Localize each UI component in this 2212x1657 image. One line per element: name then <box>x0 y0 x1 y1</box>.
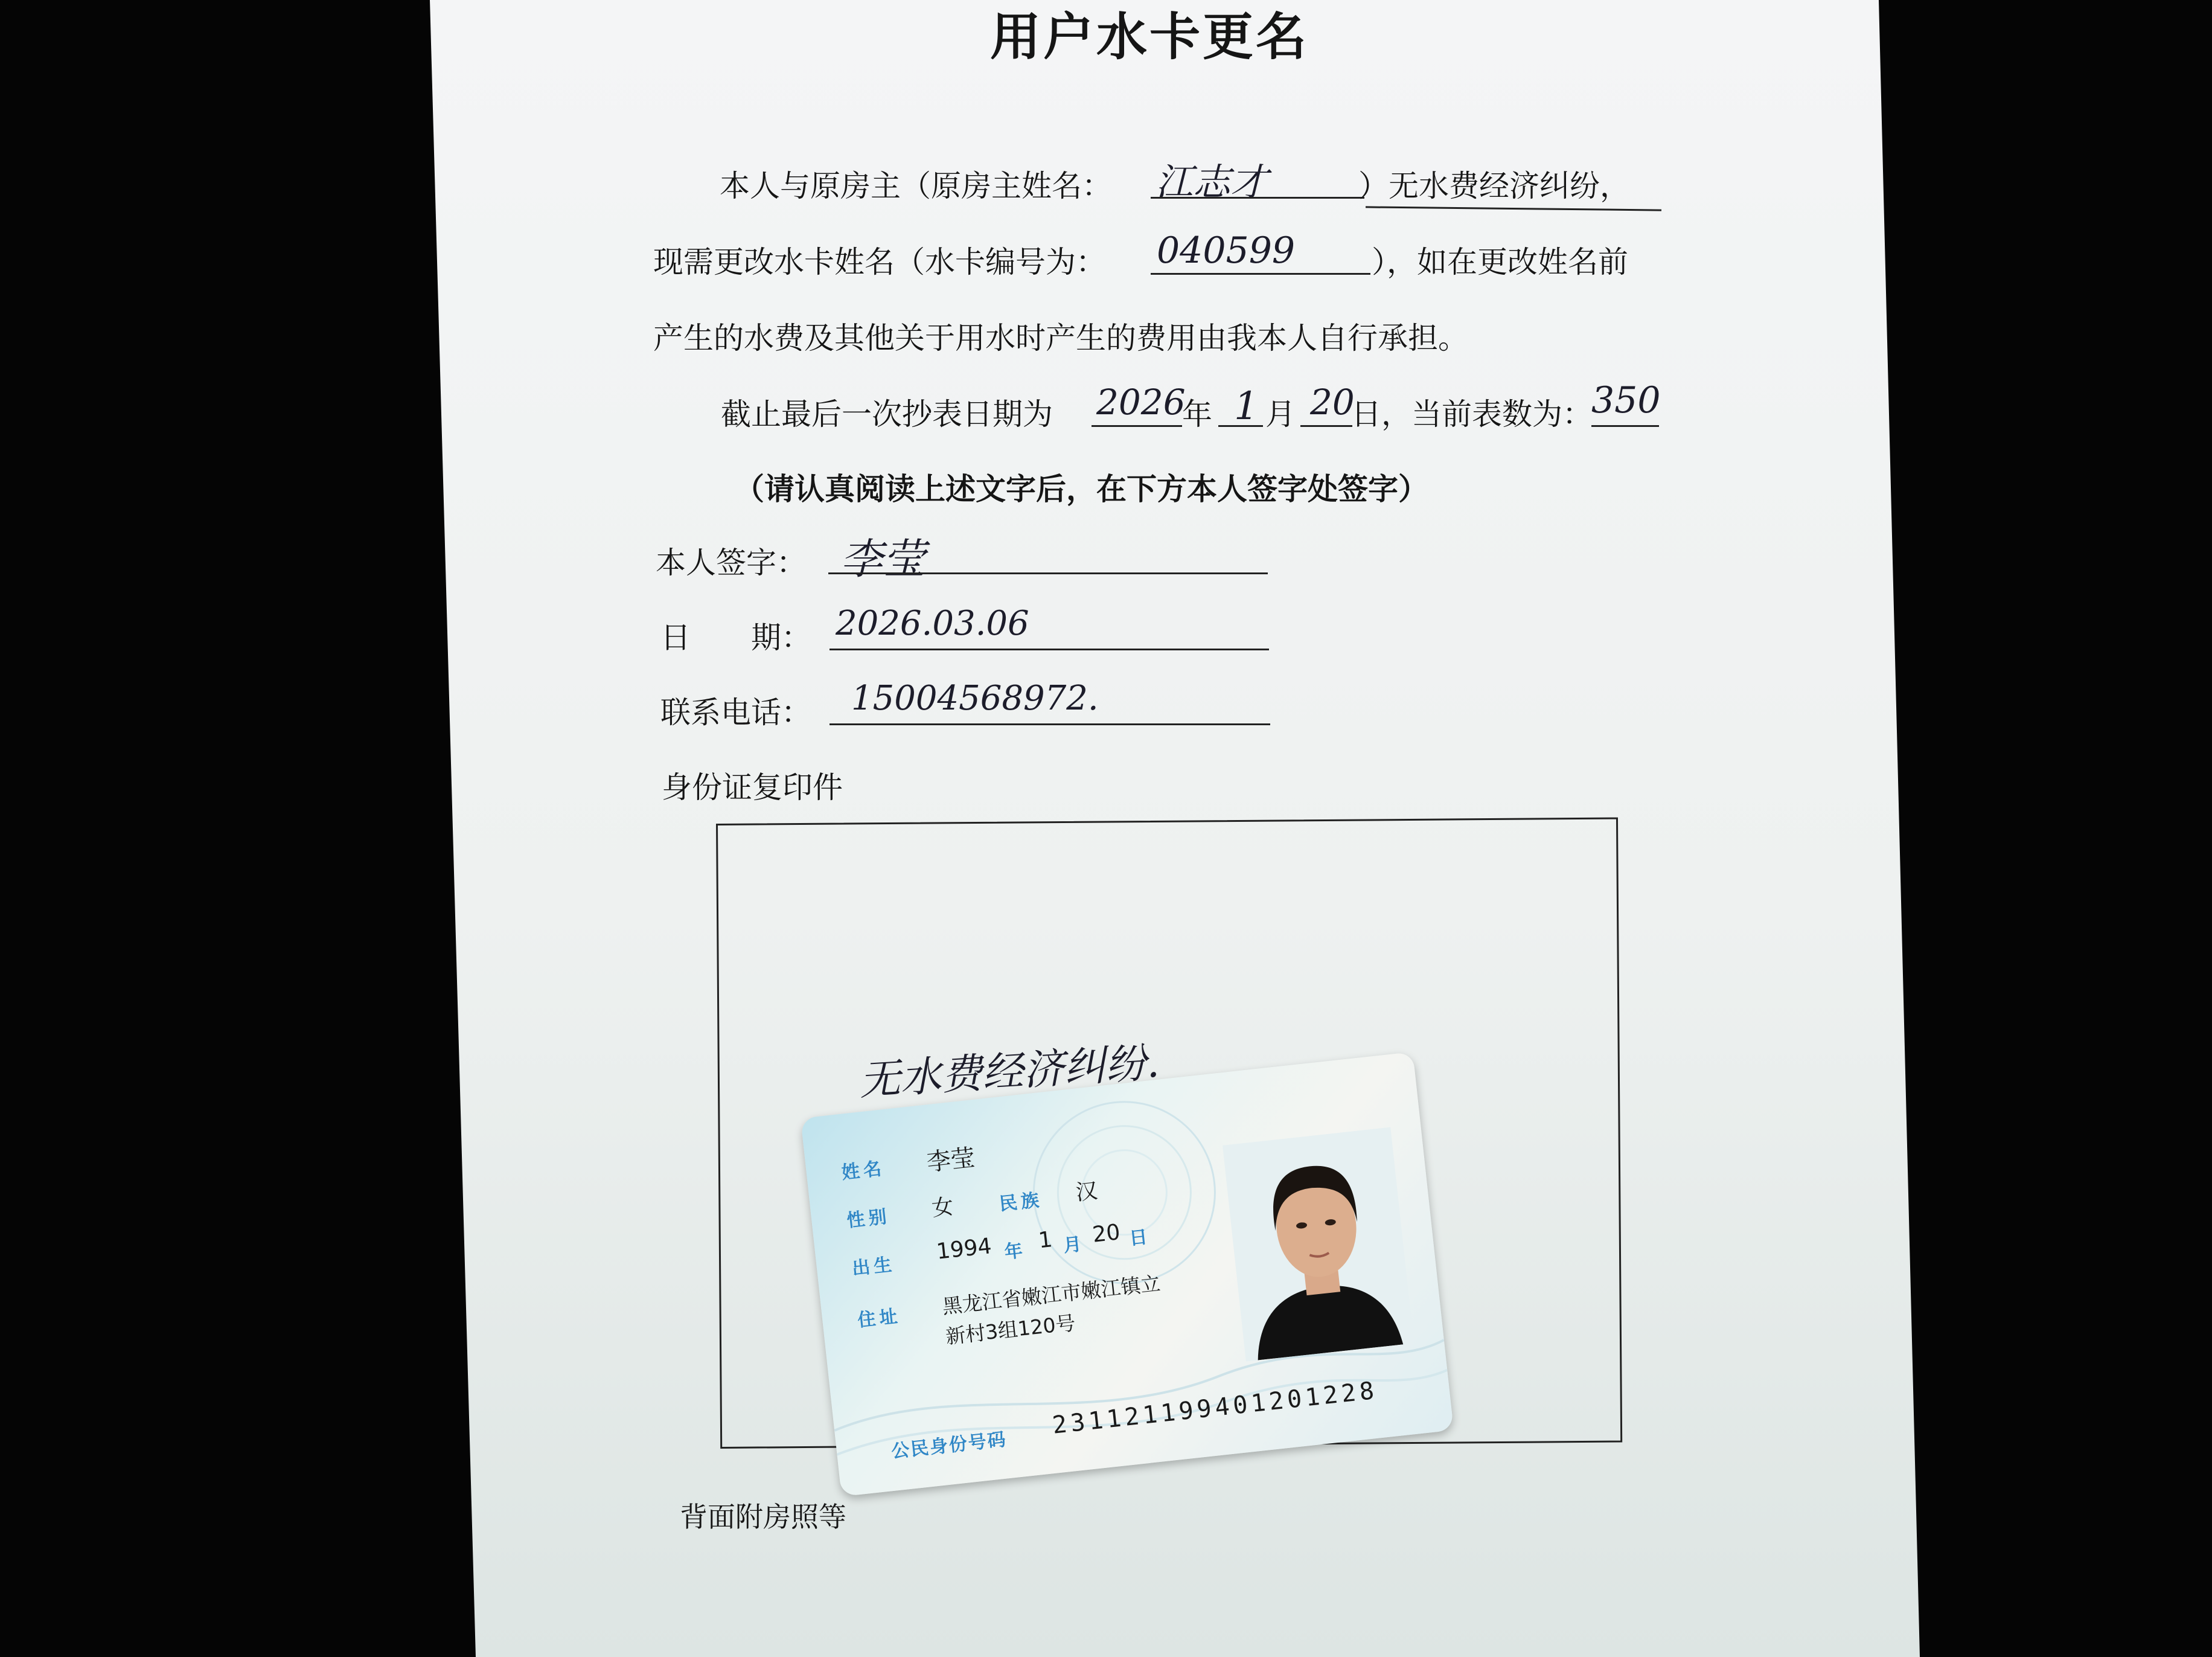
read-month-underline <box>1218 425 1263 427</box>
date-underline <box>830 649 1269 650</box>
paragraph-3: 产生的水费及其他关于用水时产生的费用由我本人自行承担。 <box>653 321 1468 356</box>
id-address-line-2: 新村3组120号 <box>944 1310 1077 1349</box>
id-birth-year-unit: 年 <box>1003 1240 1028 1263</box>
id-address-label: 住址 <box>856 1306 903 1332</box>
phone-label: 联系电话： <box>660 695 811 730</box>
read-year-underline <box>1092 425 1182 427</box>
id-name-value: 李莹 <box>925 1144 977 1177</box>
meter-reading-label: 日，当前表数为： <box>1351 397 1593 432</box>
handwritten-phone: 15004568972. <box>851 679 1099 718</box>
id-sex-label: 性别 <box>845 1206 892 1232</box>
id-birth-label: 出生 <box>851 1254 897 1280</box>
id-birth-day-unit: 日 <box>1128 1226 1152 1250</box>
date-label: 日 期： <box>660 620 811 655</box>
paragraph-2-end: ），如在更改姓名前 <box>1372 245 1628 280</box>
owner-name-underline <box>1151 197 1364 199</box>
id-number-value: 231121199401201228 <box>1050 1376 1379 1440</box>
id-portrait-photo <box>1223 1127 1414 1362</box>
id-address-line-1: 黑龙江省嫩江市嫩江镇立 <box>941 1271 1162 1319</box>
paragraph-1-start: 本人与原房主（原房主姓名： <box>720 168 1112 204</box>
paragraph-2-start: 现需更改水卡姓名（水卡编号为： <box>653 245 1106 280</box>
signing-notice: （请认真阅读上述文字后，在下方本人签字处签字） <box>734 472 1428 507</box>
handwritten-read-day: 20 <box>1310 382 1355 423</box>
id-card <box>801 1052 1454 1496</box>
id-birth-month-unit: 月 <box>1062 1233 1087 1257</box>
reading-date-label: 截止最后一次抄表日期为 <box>721 397 1053 432</box>
id-ethnicity-label: 民族 <box>998 1189 1044 1216</box>
handwritten-signature: 李莹 <box>840 534 925 584</box>
id-name-label: 姓名 <box>840 1158 886 1184</box>
page-title: 用户水卡更名 <box>990 7 1309 66</box>
paragraph-1-end: ）无水费经济纠纷， <box>1358 168 1630 204</box>
handwritten-date: 2026.03.06 <box>836 604 1029 643</box>
signature-underline <box>828 572 1268 574</box>
footer-note: 背面附房照等 <box>680 1501 846 1533</box>
id-birth-month: 1 <box>1037 1227 1054 1254</box>
card-number-underline <box>1151 273 1370 275</box>
handwritten-read-year: 2026 <box>1096 382 1186 423</box>
handwritten-read-month: 1 <box>1234 384 1259 429</box>
handwritten-card-number: 040599 <box>1157 229 1296 272</box>
handwritten-owner-name: 江志才 <box>1156 160 1268 204</box>
signature-label: 本人签字： <box>656 545 807 580</box>
year-label: 年 <box>1182 397 1212 432</box>
id-birth-year: 1994 <box>935 1234 993 1264</box>
phone-underline <box>830 723 1270 725</box>
handwritten-no-dispute-note: 无水费经济纠纷. <box>857 1039 1161 1105</box>
month-label: 月 <box>1265 397 1296 432</box>
id-sex-value: 女 <box>930 1194 955 1222</box>
meter-reading-underline <box>1591 425 1659 427</box>
id-birth-day: 20 <box>1091 1220 1122 1248</box>
read-day-underline <box>1300 425 1352 427</box>
id-copy-label: 身份证复印件 <box>662 770 843 805</box>
no-dispute-underline <box>1366 206 1661 211</box>
id-ethnicity-value: 汉 <box>1074 1178 1099 1206</box>
id-number-label: 公民身份号码 <box>890 1429 1008 1463</box>
handwritten-meter-reading: 350 <box>1591 379 1661 421</box>
